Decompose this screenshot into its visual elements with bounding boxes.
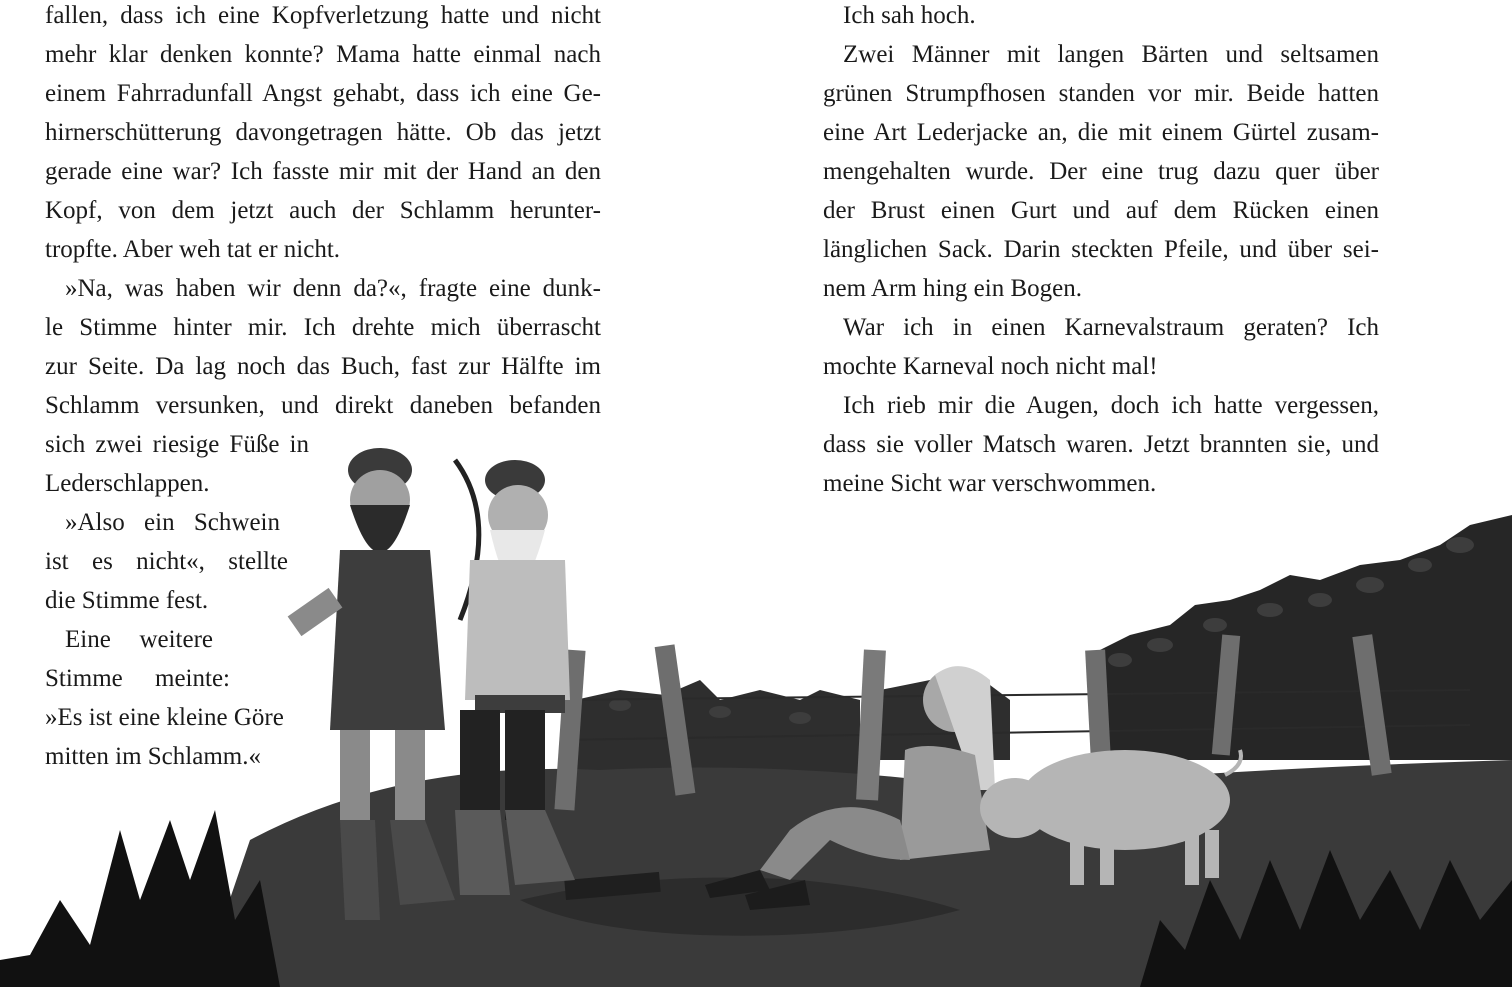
text-line: nem Arm hing ein Bogen. [823,275,1082,302]
text-line: tropfte. Aber weh tat er nicht. [45,236,341,263]
text-line: »Also ein Schwein [65,509,280,536]
text-line: fallen, dass ich eine Kopfverletzung hatte und nicht [45,2,601,29]
text-line: Zwei Männer mit langen Bärten und seltsamen [843,41,1379,68]
text-line: Kopf, von dem jetzt auch der Schlamm herunter- [45,197,601,224]
text-line: War ich in einen Karnevalstraum geraten? Ich [843,314,1379,341]
text-line: hirnerschütterung davongetragen hätte. Ob das jetzt [45,119,601,146]
text-line: Stimme meinte: [45,665,230,692]
text-line: mitten im Schlamm.« [45,743,261,770]
text-line: Eine weitere [65,626,213,653]
text-line: länglichen Sack. Darin steckten Pfeile, und über sei- [823,236,1379,263]
text-line: Lederschlappen. [45,470,210,497]
text-line: »Na, was haben wir denn da?«, fragte eine dunk- [65,275,601,302]
text-line: ist es nicht«, stellte [45,548,288,575]
text-line: die Stimme fest. [45,587,209,614]
text-line: eine Art Lederjacke an, die mit einem Gürtel zusam- [823,119,1379,146]
text-line: der Brust einen Gurt und auf dem Rücken einen [823,197,1379,224]
text-line: zur Seite. Da lag noch das Buch, fast zur Hälfte im [45,353,601,380]
text-line: sich zwei riesige Füße in [45,431,309,458]
text-line: mehr klar denken konnte? Mama hatte einmal nach [45,41,601,68]
text-line: Ich rieb mir die Augen, doch ich hatte vergessen, [843,392,1379,419]
text-line: einem Fahrradunfall Angst gehabt, dass ich eine Ge- [45,80,601,107]
text-line: le Stimme hinter mir. Ich drehte mich überrascht [45,314,601,341]
text-line: grünen Strumpfhosen standen vor mir. Beide hatten [823,80,1379,107]
text-line: Schlamm versunken, und direkt daneben befanden [45,392,601,419]
text-line: mochte Karneval noch nicht mal! [823,353,1158,380]
text-line: »Es ist eine kleine Göre [45,704,284,731]
text-line: dass sie voller Matsch waren. Jetzt brannten sie, und [823,431,1379,458]
text-line: mengehalten wurde. Der eine trug dazu quer über [823,158,1379,185]
text-line: meine Sicht war verschwommen. [823,470,1157,497]
text-line: gerade eine war? Ich fasste mir mit der Hand an den [45,158,601,185]
text-line: Ich sah hoch. [843,2,976,29]
